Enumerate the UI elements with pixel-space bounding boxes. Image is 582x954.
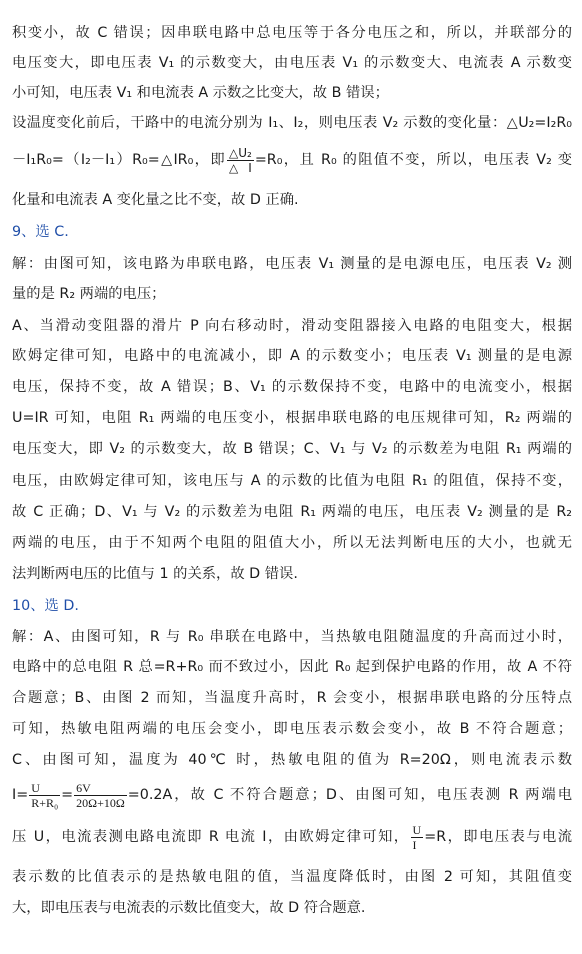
question-heading: 9、选 C.: [12, 224, 69, 240]
formula-line: [12, 778, 572, 812]
text-line: 电路中的总电阻 R 总=R+R₀ 而不致过小，因此 R₀ 起到保护电路的作用，故 A 不符: [12, 659, 572, 675]
fraction: [74, 781, 127, 810]
text-line: 电压，由欧姆定律可知，该电压与 A 的示数的比值为电阻 R₁ 的阻值，保持不变，: [12, 473, 572, 489]
text-line: 合题意；B、由图 2 而知，当温度升高时，R 会变小，根据串联电路的分压特点: [12, 690, 572, 706]
formula-text: =R₀，且 R₀ 的阻值不变，所以，电压表 V₂ 变: [254, 152, 572, 168]
text-line: 可知，热敏电阻两端的电压会变小，即电压表示数会变小，故 B 不符合题意；: [12, 721, 572, 737]
text-line: 两端的电压，由于不知两个电阻的阻值大小，所以无法判断电压的大小，也就无: [12, 535, 572, 551]
text-line: 欧姆定律可知，电路中的电流减小，即 A 的示数变小；电压表 V₁ 测量的是电源: [12, 348, 572, 364]
fraction: [227, 146, 254, 175]
text-line: 电压，保持不变，故 A 错误；B、V₁ 的示数保持不变，电路中的电流变小，根据: [12, 379, 572, 395]
text-line: 解：A、由图可知，R 与 R₀ 串联在电路中，当热敏电阻随温度的升高而过小时，: [12, 629, 572, 645]
text-line: U=IR 可知，电阻 R₁ 两端的电压变小，根据串联电路的电压规律可知，R₂ 两端的: [12, 410, 572, 426]
formula-text: 压 U，电流表测电路电流即 R 电流 I，由欧姆定律可知，: [12, 829, 410, 845]
text-line: 化量和电流表 A 变化量之比不变，故 D 正确.: [12, 192, 299, 208]
fraction-denominator: △I: [228, 160, 252, 175]
text-line: 法判断两电压的比值与 1 的关系，故 D 错误.: [12, 566, 298, 582]
fraction-numerator: 6V: [74, 781, 127, 796]
text-line: C、由图可知，温度为 40℃ 时，热敏电阻的值为 R=20Ω，则电流表示数: [12, 752, 572, 768]
text-line: 解：由图可知，该电路为串联电路，电压表 V₁ 测量的是电源电压，电压表 V₂ 测: [12, 256, 572, 272]
text-line: 积变小，故 C 错误；因串联电路中总电压等于各分电压之和，所以，并联部分的: [12, 25, 572, 41]
text-line: 电压变大，即 V₂ 的示数变大，故 B 错误；C、V₁ 与 V₂ 的示数差为电阻 R₁ 两端的: [12, 441, 572, 457]
fraction: [29, 781, 60, 810]
formula-text: =0.2A，故 C 不符合题意；D、由图可知，电压表测 R 两端电: [127, 787, 572, 803]
text-line: 小可知，电压表 V₁ 和电流表 A 示数之比变大，故 B 错误；: [12, 85, 389, 101]
formula-text: －I₁R₀=（I₂－I₁）R₀=△IR₀，即: [12, 152, 226, 168]
text-line: 设温度变化前后，干路中的电流分别为 I₁、I₂，则电压表 V₂ 示数的变化量：△U₂=I₂R₀: [12, 115, 572, 131]
text-line: 大，即电压表与电流表的示数比值变大，故 D 符合题意.: [12, 900, 366, 916]
text-line: 表示数的比值表示的是热敏电阻的值，当温度降低时，由图 2 可知，其阻值变: [12, 869, 572, 885]
text-line: 量的是 R₂ 两端的电压；: [12, 286, 166, 302]
text-line: 故 C 正确；D、V₁ 与 V₂ 的示数差为电阻 R₁ 两端的电压，电压表 V₂ 测量的是 R₂: [12, 504, 572, 520]
text-line: 电压变大，即电压表 V₁ 的示数变大，由电压表 V₁ 的示数变大、电流表 A 示数变: [12, 55, 572, 71]
fraction-numerator: U: [29, 781, 60, 796]
question-heading: 10、选 D.: [12, 598, 79, 614]
formula-text: =R，即电压表与电流: [424, 829, 572, 845]
fraction-denominator: R+R₀: [31, 795, 59, 810]
formula-line: [12, 820, 572, 854]
fraction-denominator: 20Ω+10Ω: [76, 795, 125, 810]
text-line: A、当滑动变阻器的滑片 P 向右移动时，滑动变阻器接入电路的电阻变大，根据: [12, 318, 572, 334]
fraction-numerator: △U₂: [228, 145, 252, 160]
formula-text: =: [61, 787, 74, 803]
formula-text: I=: [12, 787, 29, 803]
fraction: [411, 823, 424, 852]
fraction-numerator: U: [412, 822, 422, 837]
fraction-denominator: I: [412, 837, 417, 852]
formula-line: [12, 145, 572, 175]
